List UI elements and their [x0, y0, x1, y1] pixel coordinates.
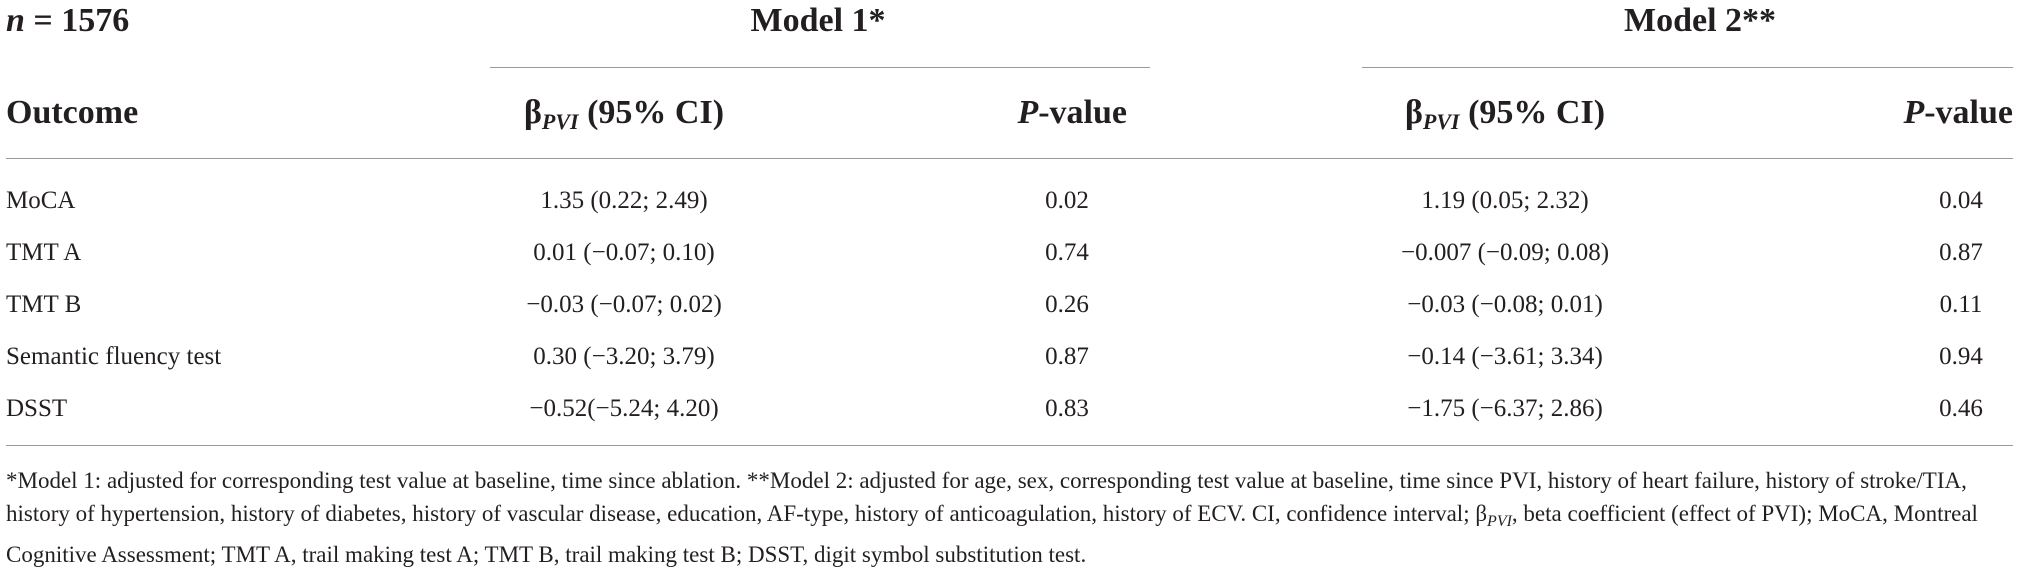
outcome-cell: TMT A: [6, 239, 82, 266]
outcome-column-header: Outcome: [6, 94, 139, 131]
model2-beta-cell: −0.007 (−0.09; 0.08): [1400, 239, 1610, 266]
model1-beta-cell: 0.01 (−0.07; 0.10): [533, 239, 715, 266]
outcome-cell: MoCA: [6, 187, 76, 214]
table-footnote: [6, 464, 2011, 571]
p-letter: P: [1017, 94, 1039, 131]
p-suffix: -value: [1038, 94, 1127, 131]
sample-size-label: [6, 2, 129, 40]
model2-pvalue-header: [1903, 94, 2013, 132]
p-suffix: -value: [1924, 94, 2013, 131]
model1-beta-header: [524, 94, 724, 135]
model1-beta-cell: 1.35 (0.22; 2.49): [540, 187, 708, 214]
beta-symbol: β: [523, 94, 542, 131]
beta-ci-label: (95% CI): [1468, 94, 1606, 131]
model2-p-cell: 0.87: [1939, 239, 1983, 266]
model2-beta-cell: −0.03 (−0.08; 0.01): [1407, 291, 1603, 318]
outcome-cell: TMT B: [6, 291, 82, 318]
model2-p-cell: 0.94: [1939, 343, 1983, 370]
beta-ci-label: (95% CI): [587, 94, 725, 131]
p-letter: P: [1903, 94, 1925, 131]
model1-p-cell: 0.83: [1045, 395, 1089, 422]
model1-pvalue-header: [1017, 94, 1127, 132]
model2-beta-cell: −0.14 (−3.61; 3.34): [1407, 343, 1603, 370]
model1-beta-cell: −0.52(−5.24; 4.20): [529, 395, 719, 422]
model2-p-cell: 0.11: [1939, 291, 1983, 318]
footnote-beta-subscript: PVI: [1487, 513, 1512, 530]
model2-header: Model 2**: [1623, 2, 1777, 39]
model2-beta-header: [1405, 94, 1605, 135]
table-bottom-rule: [6, 445, 2013, 446]
model1-beta-cell: 0.30 (−3.20; 3.79): [533, 343, 715, 370]
footnote-part1: *Model 1: adjusted for corresponding test value at baseline, time since ablation. **Model 2: adjusted for age, sex, corresponding test value at baseline, time since PVI, history of heart failure, history of stroke/TIA, history of hypertension, history of diabetes, history of vascular disease, education, AF-type, history of anticoagulation, history of ECV. CI, confidence interval; β: [6, 468, 1967, 526]
model1-p-cell: 0.02: [1045, 187, 1089, 214]
model2-underline: [1362, 67, 2013, 68]
model2-p-cell: 0.04: [1939, 187, 1983, 214]
model2-beta-cell: −1.75 (−6.37; 2.86): [1407, 395, 1603, 422]
model1-p-cell: 0.74: [1045, 239, 1089, 266]
beta-subscript: PVI: [1422, 109, 1460, 134]
beta-symbol: β: [1404, 94, 1423, 131]
outcome-cell: Semantic fluency test: [6, 343, 222, 370]
outcome-cell: DSST: [6, 395, 68, 422]
beta-subscript: PVI: [541, 109, 579, 134]
model2-p-cell: 0.46: [1939, 395, 1983, 422]
footnote-part2: , beta coefficient (effect of PVI); MoCA, Montreal Cognitive Assessment; TMT A, trail making test A; TMT B, trail making test B; DSST, digit symbol substitution test.: [6, 501, 1978, 567]
header-bottom-rule: [6, 158, 2013, 159]
model1-p-cell: 0.87: [1045, 343, 1089, 370]
model2-beta-cell: 1.19 (0.05; 2.32): [1421, 187, 1589, 214]
model1-p-cell: 0.26: [1045, 291, 1089, 318]
n-value: = 1576: [33, 2, 130, 39]
model1-header: Model 1*: [750, 2, 886, 39]
model1-underline: [490, 67, 1150, 68]
n-symbol: n: [6, 2, 25, 39]
model1-beta-cell: −0.03 (−0.07; 0.02): [526, 291, 722, 318]
